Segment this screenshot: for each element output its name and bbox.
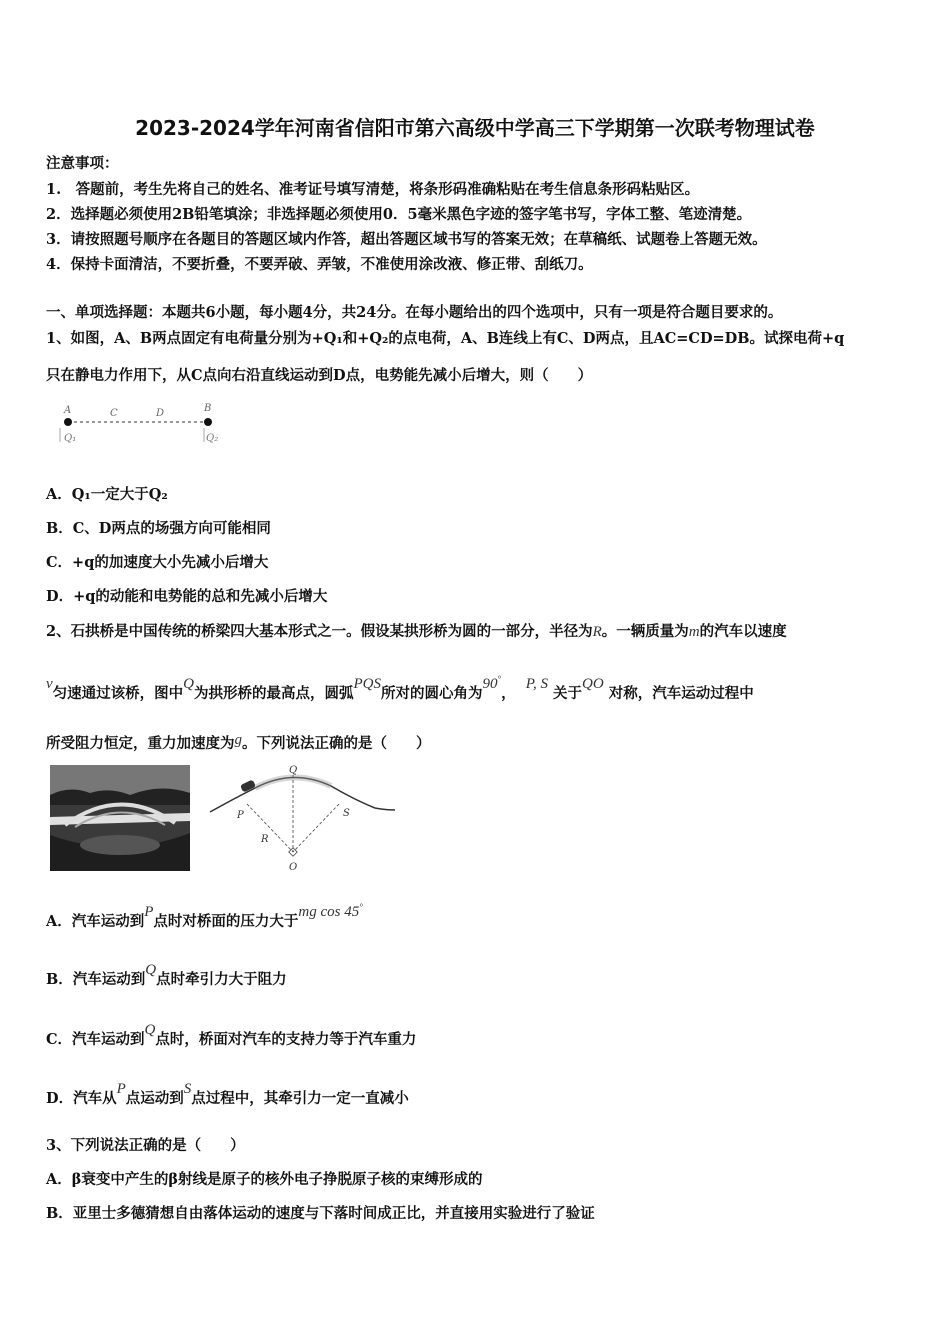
q2-option-b: B．汽车运动到Q点时牵引力大于阻力 (46, 962, 287, 988)
label-q1: Q₁ (64, 433, 77, 444)
q2-option-d: D．汽车从P点运动到S点过程中，其牵引力一定一直减小 (46, 1081, 409, 1107)
q2-stem-line2: v匀速通过该桥，图中Q为拱形桥的最高点，圆弧PQS所对的圆心角为90°， P, S 关于QO 对称，汽车运动过程中 (46, 674, 754, 702)
page-title: 2023-2024学年河南省信阳市第六高级中学高三下学期第一次联考物理试卷 (135, 116, 815, 140)
q1-charge-diagram (58, 400, 228, 450)
q3-option-b: B．亚里士多德猜想自由落体运动的速度与下落时间成正比，并直接用实验进行了验证 (46, 1205, 595, 1222)
label-q2: Q₂ (206, 433, 219, 444)
section-heading: 一、单项选择题：本题共6小题，每小题4分，共24分。在每小题给出的四个选项中，只有一项是符合题目要求的。 (46, 304, 783, 321)
note-item-2: 2．选择题必须使用2B铅笔填涂；非选择题必须使用0．5毫米黑色字迹的签字笔书写，字体工整、笔迹清楚。 (46, 206, 752, 223)
q2-stem-line3: 所受阻力恒定，重力加速度为g。下列说法正确的是（ ） (46, 732, 431, 752)
q1-option-c: C．+q的加速度大小先减小后增大 (46, 554, 269, 571)
note-item-4: 4．保持卡面清洁，不要折叠，不要弄破、弄皱，不准使用涂改液、修正带、刮纸刀。 (46, 256, 593, 273)
q1-option-a: A．Q₁一定大于Q₂ (46, 486, 168, 503)
note-item-1: 1. 答题前，考生先将自己的姓名、准考证号填写清楚，将条形码准确粘贴在考生信息条形码粘贴区。 (46, 181, 700, 198)
label-c: C (110, 408, 118, 419)
q3-option-a: A．β衰变中产生的β射线是原子的核外电子挣脱原子核的束缚形成的 (46, 1171, 483, 1188)
label-p: P (237, 810, 244, 821)
arch-bridge-diagram (205, 760, 400, 875)
label-r: R (261, 834, 269, 845)
label-d: D (156, 408, 165, 419)
q1-option-b: B．C、D两点的场强方向可能相同 (46, 520, 271, 537)
q2-stem-line1: 2、石拱桥是中国传统的桥梁四大基本形式之一。假设某拱形桥为圆的一部分，半径为R。一辆质量为m的汽车以速度 (46, 623, 787, 640)
q2-option-c: C．汽车运动到Q点时，桥面对汽车的支持力等于汽车重力 (46, 1022, 417, 1048)
q1-option-d: D．+q的动能和电势能的总和先减小后增大 (46, 588, 328, 605)
q2-option-a: A．汽车运动到P点时对桥面的压力大于mg cos 45° (46, 902, 363, 930)
q1-stem-line2: 只在静电力作用下，从C点向右沿直线运动到D点，电势能先减小后增大，则（ ） (46, 367, 593, 384)
note-item-3: 3．请按照题号顺序在各题目的答题区域内作答，超出答题区域书写的答案无效；在草稿纸、试题卷上答题无效。 (46, 231, 767, 248)
q1-stem-line1: 1、如图，A、B两点固定有电荷量分别为+Q₁和+Q₂的点电荷，A、B连线上有C、D两点，且AC=CD=DB。试探电荷+q (46, 330, 845, 347)
notes-heading: 注意事项： (46, 155, 119, 172)
bridge-photo (50, 765, 190, 871)
label-b: B (204, 403, 212, 414)
label-s: S (343, 808, 350, 819)
label-q: Q (289, 765, 298, 776)
label-o: O (289, 862, 298, 873)
label-a: A (64, 405, 72, 416)
q3-stem: 3、下列说法正确的是（ ） (46, 1137, 245, 1154)
